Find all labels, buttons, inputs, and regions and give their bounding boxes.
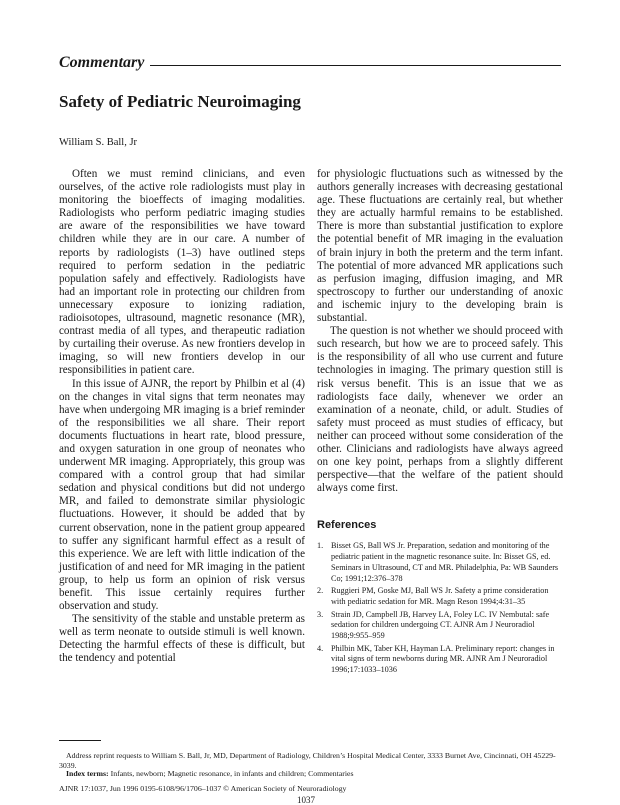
reference-number: 2. xyxy=(317,586,324,596)
reference-item xyxy=(317,541,563,584)
journal-citation-line: AJNR 17:1037, Jun 1996 0195-6108/96/1706–1037 © American Society of Neuroradiology xyxy=(59,784,347,793)
body-paragraph: The question is not whether we should proceed with such research, but how we are to proceed safely. This is the responsibility of all who use current and future technologies in imaging. The primary question still is risk versus benefit. This is an issue that we as radiologists face daily, whenever we order an examination of a neonate, child, or adult. Studies of safety must proceed as must studies of efficacy, but neither can proceed without some consideration of the other. Clinicians and radiologists have always agreed on one key point, perhaps from a slightly different perspective—that the welfare of the patient should always come first. xyxy=(317,325,563,495)
reference-text: Ruggieri PM, Goske MJ, Ball WS Jr. Safety a prime consideration with pediatric sedation for MR. Magn Reson 1994;4:31–35 xyxy=(331,586,549,606)
reference-text: Bisset GS, Ball WS Jr. Preparation, sedation and monitoring of the pediatric patient in the magnetic resonance suite. In: Bisset GS, ed. Seminars in Ultrasound, CT and MR. Philadelphia, Pa: WB Saunders Co; 1991;12:376–378 xyxy=(331,541,559,583)
body-paragraph: for physiologic fluctuations such as witnessed by the authors generally increases with decreasing gestational age. These fluctuations are certainly real, but whether they are actually harmful remains to be established. There is more than substantial justification to explore the potential benefit of MR imaging in the evaluation of brain injury in both the preterm and the term infant. The potential of more advanced MR applications such as perfusion imaging, diffusion imaging, and MR spectroscopy to further our understanding of anoxic and ischemic injury to the developing brain is substantial. xyxy=(317,168,563,325)
footnote-rule xyxy=(59,740,101,741)
reference-number: 4. xyxy=(317,643,324,653)
reference-text: Philbin MK, Taber KH, Hayman LA. Preliminary report: changes in vital signs of term newborns during MR. AJNR Am J Neuroradiol 1996;17:1033–1036 xyxy=(331,643,555,675)
article-author: William S. Ball, Jr xyxy=(59,137,138,148)
reference-item xyxy=(317,644,563,676)
body-paragraph: Often we must remind clinicians, and even ourselves, of the active role radiologists must play in monitoring the bioeffects of imaging modalities. Radiologists who perform pediatric imaging studies are aware of the responsibilities we have toward children while they are in our care. A number of reports by radiologists (1–3) have outlined steps required to perform sedation in the pediatric population safely and effectively. Radiologists have had an important role in protecting our children from unnecessary exposure to ionizing radiation, radioisotopes, ultrasound, magnetic resonance (MR), contrast media of all types, and therapeutic radiation by curtailing their overuse. As new frontiers develop in imaging, so will new frontiers develop in our responsibilities in patient care. xyxy=(59,168,305,377)
body-paragraph: The sensitivity of the stable and unstable preterm as well as term neonate to outside stimuli is well known. Detecting the harmful effects of these is difficult, but the tendency and potential xyxy=(59,613,305,665)
article-title: Safety of Pediatric Neuroimaging xyxy=(59,92,301,111)
reference-item xyxy=(317,586,563,607)
reference-text: Strain JD, Campbell JB, Harvey LA, Foley LC. IV Nembutal: safe sedation for children undergoing CT. AJNR Am J Neuroradiol 1988;9:955–959 xyxy=(331,609,550,641)
body-column-left xyxy=(59,168,305,666)
references-heading: References xyxy=(317,519,377,532)
reference-item xyxy=(317,610,563,642)
reference-number: 3. xyxy=(317,609,324,619)
section-label: Commentary xyxy=(59,54,150,72)
reference-list xyxy=(317,541,563,675)
body-column-right xyxy=(317,168,563,678)
reference-number: 1. xyxy=(317,541,324,551)
footnote-address: Address reprint requests to William S. Ball, Jr, MD, Department of Radiology, Children’s Hospital Medical Center, 3333 Burnet Ave, Cincinnati, OH 45229-3039. xyxy=(59,751,556,770)
page-number: 1037 xyxy=(297,795,315,805)
section-header xyxy=(59,54,561,74)
footnote-index-terms xyxy=(66,769,566,779)
index-terms-text: Infants, newborn; Magnetic resonance, in infants and children; Commentaries xyxy=(110,769,354,778)
body-paragraph: In this issue of AJNR, the report by Philbin et al (4) on the changes in vital signs that term neonates may have when undergoing MR imaging is a brief reminder of the responsibilities we all share. Their report documents fluctuations in heart rate, blood pressure, and oxygen saturation in one group of neonates who underwent MR imaging. Appropriately, this group was compared with a control group that had similar sedation and physical conditions but did not undergo MR, and failed to demonstrate similar physiologic fluctuations. However, it should be added that by current observation, none in the patient group appeared to suffer any significant harmful effect as a result of this experience. We are left with little indication of the justification of and need for MR imaging in the patient group, to help us form an opinion of risk versus benefit. This issue certainly requires further observation and study. xyxy=(59,377,305,613)
index-terms-label: Index terms: xyxy=(66,769,109,778)
